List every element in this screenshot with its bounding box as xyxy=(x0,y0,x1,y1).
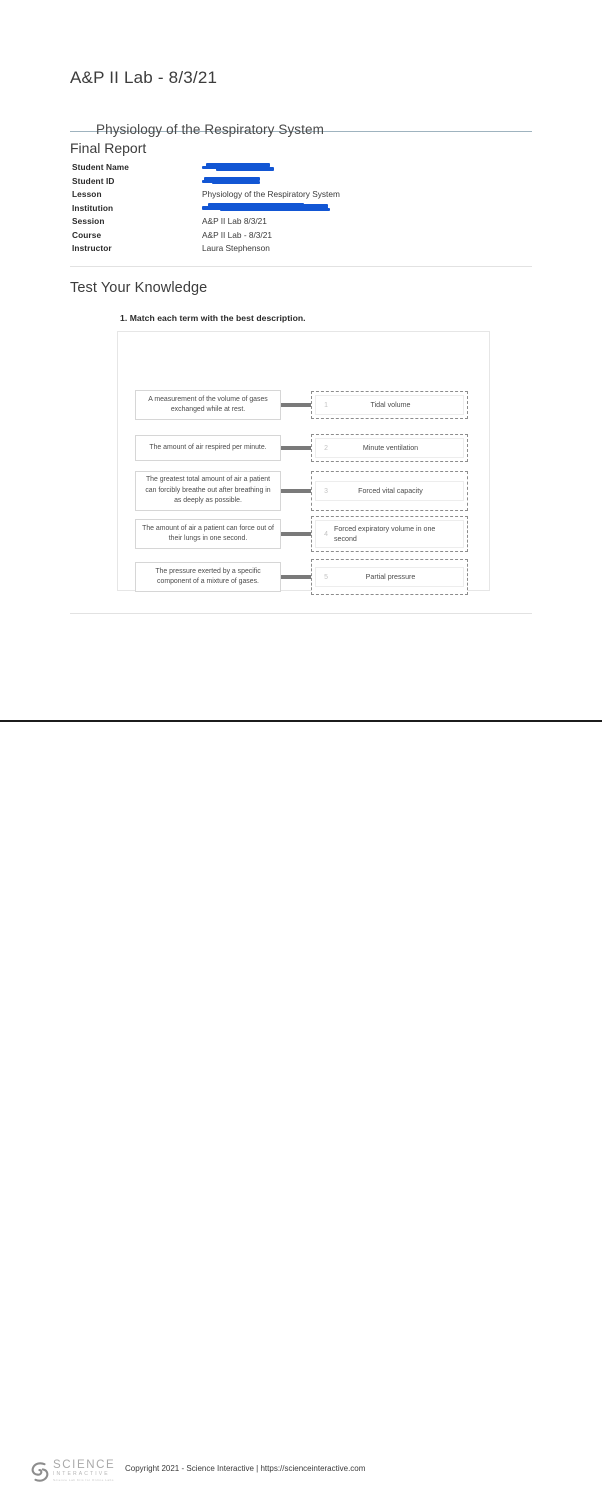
match-number-3: 3 xyxy=(324,487,328,495)
section-divider-top xyxy=(70,266,532,267)
science-interactive-logo xyxy=(30,1459,114,1489)
info-value-student-name xyxy=(202,161,492,175)
match-term-dropzone-5[interactable] xyxy=(311,559,468,595)
match-term-inner-4 xyxy=(315,520,464,548)
match-number-1: 1 xyxy=(324,401,328,409)
question-prompt: 1. Match each term with the best description. xyxy=(120,313,306,323)
final-report-heading: Final Report xyxy=(70,140,147,156)
match-pair-2 xyxy=(118,431,491,465)
redaction-mark xyxy=(202,175,264,187)
info-value-instructor: Laura Stephenson xyxy=(202,243,270,253)
match-term-label-1: Tidal volume xyxy=(370,401,411,409)
logo-word: SCIENCE xyxy=(53,1459,116,1471)
match-pair-1 xyxy=(118,388,491,422)
match-term-inner-1 xyxy=(315,395,464,415)
table-row xyxy=(72,161,492,175)
logo-subword: INTERACTIVE xyxy=(53,1471,110,1477)
lesson-legend-label: Physiology of the Respiratory System xyxy=(96,122,324,137)
page-footer xyxy=(0,722,602,1482)
match-term-dropzone-3[interactable] xyxy=(311,471,468,511)
match-term-dropzone-2[interactable] xyxy=(311,434,468,462)
match-connector-3 xyxy=(281,489,311,493)
logo-tagline: Science Lab Kits for Online Labs xyxy=(53,1478,114,1482)
report-info-table xyxy=(72,161,492,256)
match-term-label-3: Forced vital capacity xyxy=(358,487,423,495)
info-label-instructor: Instructor xyxy=(72,243,112,253)
match-description-1[interactable]: A measurement of the volume of gases exchanged while at rest. xyxy=(135,390,281,420)
table-row xyxy=(72,188,492,202)
table-row xyxy=(72,202,492,216)
swirl-icon xyxy=(30,1461,50,1483)
info-label-course: Course xyxy=(72,229,102,240)
match-description-2[interactable]: The amount of air respired per minute. xyxy=(135,435,281,461)
page-title: A&P II Lab - 8/3/21 xyxy=(70,68,218,87)
match-pair-4 xyxy=(118,517,491,551)
info-value-session: A&P II Lab 8/3/21 xyxy=(202,216,267,226)
match-number-2: 2 xyxy=(324,444,328,452)
match-connector-5 xyxy=(281,575,311,579)
match-number-5: 5 xyxy=(324,573,328,581)
table-row xyxy=(72,229,492,243)
info-value-student-id xyxy=(202,175,492,189)
match-connector-1 xyxy=(281,403,311,407)
info-value-lesson: Physiology of the Respiratory System xyxy=(202,189,340,199)
match-term-inner-5 xyxy=(315,567,464,587)
match-description-5[interactable]: The pressure exerted by a specific component of a mixture of gases. xyxy=(135,562,281,592)
matching-exercise-panel xyxy=(117,331,490,591)
match-term-dropzone-4[interactable] xyxy=(311,516,468,552)
info-label-session: Session xyxy=(72,216,105,226)
table-row xyxy=(72,215,492,229)
info-label-institution: Institution xyxy=(72,202,114,213)
info-label-lesson: Lesson xyxy=(72,189,102,199)
match-description-3[interactable]: The greatest total amount of air a patient can forcibly breathe out after breathing in as deeply as possible. xyxy=(135,471,281,511)
match-term-inner-3 xyxy=(315,481,464,501)
match-term-label-5: Partial pressure xyxy=(365,573,416,581)
matching-rows xyxy=(118,388,491,603)
info-value-institution xyxy=(202,202,492,216)
match-term-label-4: Forced expiratory volume in one second xyxy=(334,525,436,543)
match-term-label-2: Minute ventilation xyxy=(362,444,419,452)
match-pair-3 xyxy=(118,474,491,508)
match-pair-5 xyxy=(118,560,491,594)
match-term-inner-2 xyxy=(315,438,464,458)
redaction-mark xyxy=(202,162,276,174)
test-your-knowledge-heading: Test Your Knowledge xyxy=(70,280,208,296)
info-label-student-id: Student ID xyxy=(72,175,115,186)
copyright-text: Copyright 2021 - Science Interactive | https://scienceinteractive.com xyxy=(125,1464,366,1473)
info-label-student-name: Student Name xyxy=(72,162,129,172)
redaction-mark xyxy=(202,202,334,214)
match-connector-4 xyxy=(281,532,311,536)
logo-text-block xyxy=(53,1459,115,1483)
section-divider-bottom xyxy=(70,613,532,614)
match-description-4[interactable]: The amount of air a patient can force out of their lungs in one second. xyxy=(135,519,281,549)
match-number-4: 4 xyxy=(324,530,328,538)
match-connector-2 xyxy=(281,446,311,450)
match-term-dropzone-1[interactable] xyxy=(311,391,468,419)
info-value-course: A&P II Lab - 8/3/21 xyxy=(202,229,272,240)
table-row xyxy=(72,175,492,189)
table-row xyxy=(72,242,492,256)
